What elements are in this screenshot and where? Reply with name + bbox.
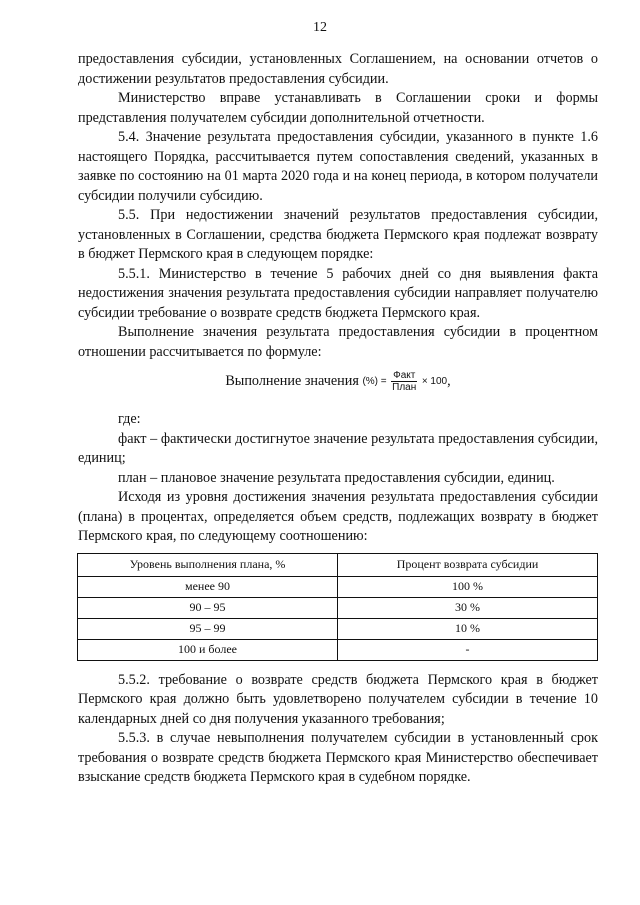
formula-label: Выполнение значения (225, 372, 359, 389)
formula (78, 370, 598, 400)
table-row (78, 576, 598, 597)
formula-fraction (391, 370, 417, 393)
table-header-plan-level: Уровень выполнения плана, % (78, 553, 338, 576)
table-cell-level: 95 – 99 (78, 618, 338, 639)
table-row (78, 618, 598, 639)
page-number: 12 (313, 20, 327, 35)
paragraph-plan-def: план – плановое значение результата предоставления субсидии, единиц. (118, 469, 555, 486)
formula-percent: (%) = (362, 375, 387, 387)
paragraph-where: где: (118, 411, 141, 427)
table-cell-percent: 10 % (338, 618, 598, 639)
paragraph-fact-def: факт – фактически достигнутое значение результата предоставления субсидии, единиц; (78, 430, 598, 466)
table-cell-level: менее 90 (78, 576, 338, 597)
paragraph-5-5-3: 5.5.3. в случае невыполнения получателем субсидии в установленный срок требования о возврате средств бюджета Пермского края Министерство обеспечивает взыскание средств бюджета Пермского края в судебном порядке. (78, 730, 598, 785)
table-row (78, 639, 598, 660)
table-header-return-percent: Процент возврата субсидии (338, 553, 598, 576)
table-cell-level: 90 – 95 (78, 597, 338, 618)
formula-tail: , (447, 372, 451, 389)
table-cell-percent: 100 % (338, 576, 598, 597)
formula-denominator: План (392, 382, 417, 393)
return-percentage-table (77, 553, 598, 661)
paragraph-5-4: 5.4. Значение результата предоставления субсидии, указанного в пункте 1.6 настоящего Порядка, рассчитывается путем сопоставления сведений, указанных в заявке по состоянию на 01 марта 2020 года и на конец периода, в котором получатели субсидии получили субсидию. (78, 129, 598, 204)
table-cell-level: 100 и более (78, 639, 338, 660)
paragraph-5-5-2: 5.5.2. требование о возврате средств бюджета Пермского края в бюджет Пермского края должно быть удовлетворено получателем субсидии в течение 10 календарных дней со дня получения указанного требования; (78, 671, 598, 727)
paragraph-top-1: Министерство вправе устанавливать в Соглашении сроки и формы представления получателем субсидии дополнительной отчетности. (78, 90, 598, 126)
table-cell-percent: 30 % (338, 597, 598, 618)
paragraph-5-5-1: 5.5.1. Министерство в течение 5 рабочих дней со дня выявления факта недостижения значения результата предоставления субсидии направляет получателю субсидии требование о возврате средств бюджета Пермского края. (78, 265, 598, 321)
formula-numerator: Факт (393, 370, 416, 381)
table-header-row (78, 553, 598, 576)
table-row (78, 597, 598, 618)
table-cell-percent: - (338, 639, 598, 660)
document-body (78, 50, 598, 788)
formula-multiplier: × 100 (421, 375, 448, 387)
paragraph-5-5: 5.5. При недостижении значений результатов предоставления субсидии, установленных в Соглашении, средства бюджета Пермского края подлежат возврату в бюджет Пермского края в следующем порядке: (78, 207, 598, 262)
paragraph-ratio-intro: Исходя из уровня достижения значения результата предоставления субсидии (плана) в процентах, определяется объем средств, подлежащих возврату в бюджет Пермского края, по следующему соотношению: (78, 489, 598, 544)
paragraph-formula-intro: Выполнение значения результата предоставления субсидии в процентном отношении рассчитывается по формуле: (78, 324, 598, 360)
paragraph-top-0: предоставления субсидии, установленных Соглашением, на основании отчетов о достижении результатов предоставления субсидии. (78, 51, 598, 87)
